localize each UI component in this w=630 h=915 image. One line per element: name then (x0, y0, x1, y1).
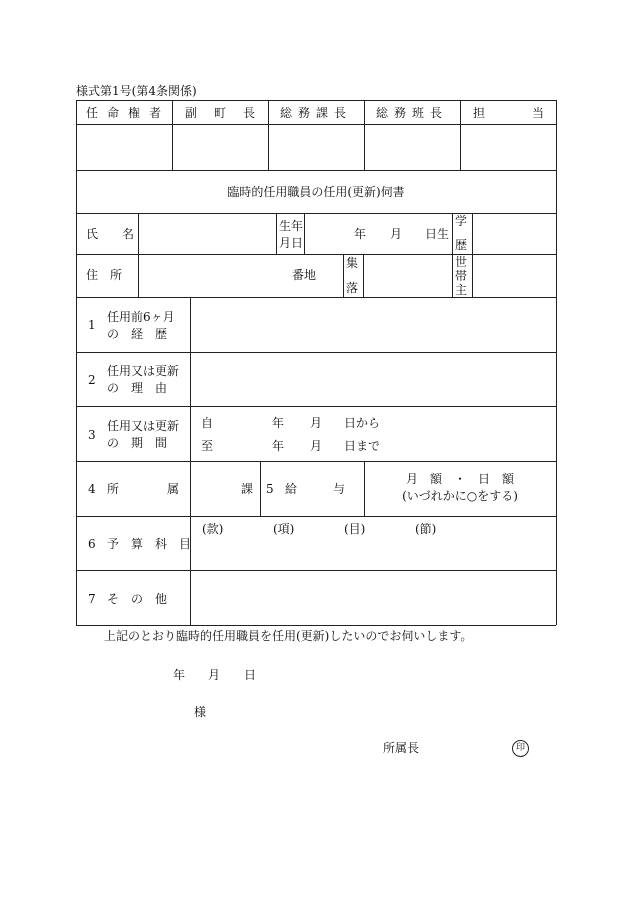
approval-seal-box-authority[interactable] (77, 125, 171, 169)
approval-seal-box-staff[interactable] (461, 125, 555, 169)
budget-kan: (款) (202, 522, 224, 536)
general-affairs-leader-label: 総務班長 (376, 106, 449, 120)
general-affairs-chief-label: 総務課長 (280, 106, 353, 120)
department-label: 所 属 (107, 482, 180, 496)
budget-kou: (項) (273, 522, 295, 536)
education-label-1: 学 (455, 214, 468, 228)
row-6-number: 6 (88, 537, 96, 551)
budget-moku: (目) (344, 522, 366, 536)
village-field[interactable] (364, 255, 451, 296)
date-month-unit: 月 (208, 668, 221, 682)
date-day-unit: 日 (244, 668, 257, 682)
village-label-2: 落 (346, 281, 359, 295)
reason-field[interactable] (191, 353, 555, 405)
period-to-month: 月 (310, 439, 323, 453)
village-label-1: 集 (346, 256, 359, 270)
row-3-number: 3 (88, 428, 96, 442)
address-label: 住 所 (86, 268, 123, 282)
row-2-label-2: の 理 由 (107, 381, 168, 395)
birth-label-1: 生年 (279, 219, 304, 233)
person-in-charge-label-2: 当 (532, 106, 545, 120)
date-year-unit: 年 (173, 668, 186, 682)
row-7-number: 7 (88, 592, 96, 606)
deputy-mayor-label: 副町長 (185, 106, 273, 120)
row-3-label-1: 任用又は更新 (107, 419, 180, 433)
person-in-charge-label-1: 担 (473, 106, 486, 120)
education-label-2: 歴 (455, 238, 468, 252)
row-2-number: 2 (88, 373, 96, 387)
household-label-1: 世 (455, 255, 468, 269)
row-3-label-2: の 期 間 (107, 436, 168, 450)
household-label-3: 主 (455, 283, 468, 297)
approver-authority-label: 任命権者 (86, 106, 171, 120)
salary-type-note: (いづれかに○をする) (402, 489, 518, 503)
department-chief-label: 所属長 (383, 741, 420, 755)
birth-day-unit: 日生 (425, 227, 450, 241)
approval-seal-box-leader[interactable] (365, 125, 459, 169)
period-from-day: 日から (344, 416, 381, 430)
period-from-year: 年 (272, 416, 285, 430)
budget-item-label: 予 算 科 目 (107, 537, 192, 551)
salary-type-options: 月 額 ・ 日 額 (405, 472, 514, 486)
request-statement: 上記のとおり臨時的任用職員を任用(更新)したいのでお伺いします。 (104, 629, 473, 643)
budget-item-field[interactable] (191, 517, 555, 569)
other-field[interactable] (191, 571, 555, 624)
row-1-label-1: 任用前6ヶ月 (107, 310, 175, 324)
birth-month-unit: 月 (390, 227, 403, 241)
approval-seal-box-deputy-mayor[interactable] (173, 125, 267, 169)
row-4-number: 4 (88, 482, 96, 496)
period-from-label: 自 (201, 416, 214, 430)
salary-label: 給 与 (285, 482, 346, 496)
budget-setsu: (節) (415, 522, 437, 536)
household-label-2: 帯 (455, 269, 468, 283)
prior-career-field[interactable] (191, 298, 555, 351)
row-5-number: 5 (266, 482, 274, 496)
other-label: そ の 他 (107, 592, 168, 606)
row-2-label-1: 任用又は更新 (107, 364, 180, 378)
row-1-number: 1 (88, 318, 96, 332)
household-head-field[interactable] (473, 255, 555, 296)
period-to-day: 日まで (344, 439, 381, 453)
form-title: 臨時的任用職員の任用(更新)伺書 (227, 185, 405, 199)
education-field[interactable] (473, 214, 555, 253)
seal-mark-icon: 印 (512, 740, 529, 757)
ka-unit: 課 (241, 482, 254, 496)
banchi-unit: 番地 (292, 268, 317, 282)
period-to-label: 至 (201, 439, 214, 453)
form-number: 様式第1号(第4条関係) (76, 84, 197, 98)
name-label: 氏 名 (86, 227, 135, 241)
birth-year-unit: 年 (354, 227, 367, 241)
addressee-sama: 様 (194, 705, 207, 719)
row-1-label-2: の 経 歴 (107, 327, 168, 341)
period-from-month: 月 (310, 416, 323, 430)
birth-label-2: 月日 (279, 236, 304, 250)
name-field[interactable] (139, 214, 275, 253)
period-to-year: 年 (272, 439, 285, 453)
approval-seal-box-chief[interactable] (269, 125, 363, 169)
